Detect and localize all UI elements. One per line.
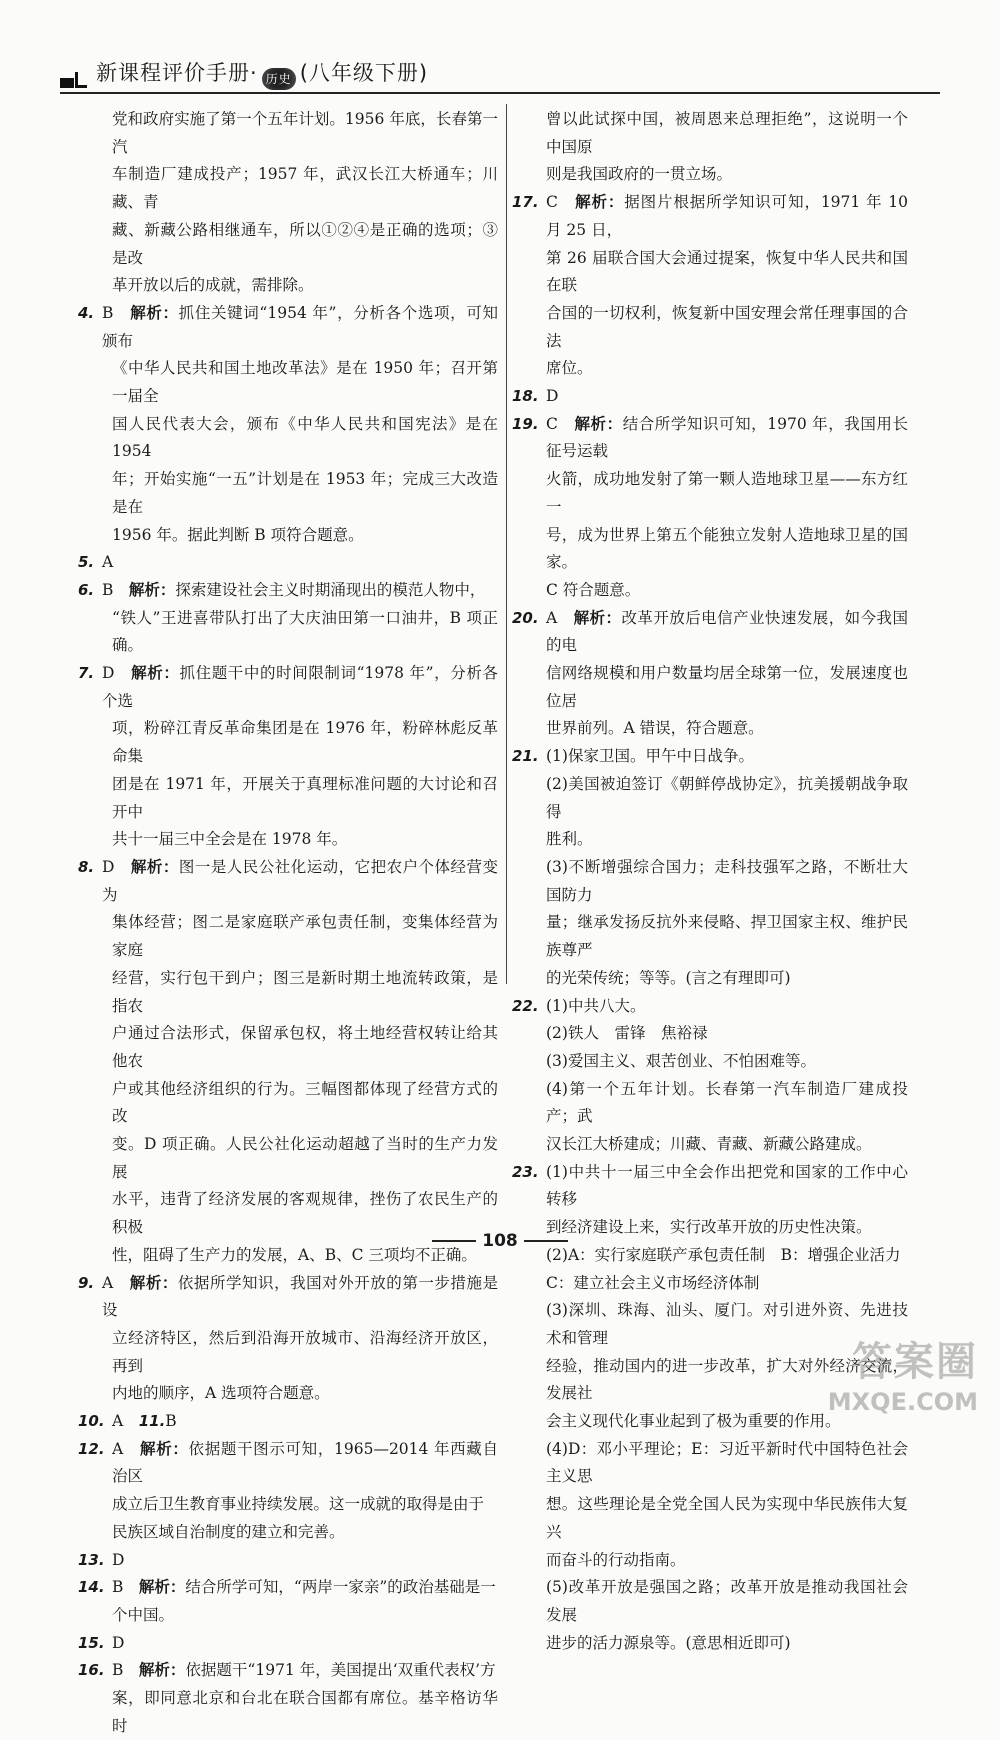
watermark (788, 1330, 978, 1425)
header-rule (60, 92, 940, 94)
header-title-pre: 新课程评价手册· (96, 61, 258, 85)
left-column (78, 106, 498, 1740)
answer-item-21: 21. (1)保家卫国。甲午中日战争。 (512, 747, 754, 766)
answer-item-17: 17. C 解析：据图片根据所学知识可知，1971 年 10 月 25 日， (512, 193, 908, 239)
header-title (96, 57, 428, 90)
answer-item-20: 20. A 解析：改革开放后电信产业快速发展，如今我国的电 (512, 608, 908, 655)
answer-item-9: 9. A 解析：依据所学知识，我国对外开放的第一步措施是设 (78, 1273, 498, 1320)
answer-item-23: 23. (1)中共十一届三中全会作出把党和国家的工作中心转移 (512, 1162, 908, 1209)
answer-item-19-cont: 火箭，成功地发射了第一颗人造地球卫星——东方红一 号，成为世界上第五个能独立发射人造地球卫星的国家。 C 符合题意。 (546, 470, 908, 599)
answer-item-21-subs: (2)美国被迫签订《朝鲜停战协定》，抗美援朝战争取得 胜利。 (3)不断增强综合国力；走科技强军之路，不断壮大国防力 量；继承发扬反抗外来侵略、捍卫国家主权、维护民族尊严 的光荣传统；等等。(言之有理即可) (546, 774, 908, 987)
answer-item-6: 6. B 解析：探索建设社会主义时期涌现出的模范人物中， (78, 580, 486, 599)
answer-item-19: 19. C 解析：结合所学知识可知，1970 年，我国用长征号运载 (512, 414, 908, 461)
answer-item-15: 15. D (78, 1633, 125, 1652)
answer-item-8-cont: 集体经营；图二是家庭联产承包责任制，变集体经营为家庭 经营，实行包干到户；图三是新时期土地流转政策，是指农 户通过合法形式，保留承包权，将土地经营权转让给其他农 户或其他经济组织的行为。三幅图都体现了经营方式的改 变。D 项正确。人民公社化运动超越了当时的生产力发展 水平，违背了经济发展的客观规律，挫伤了农民生产的积极 性，阻碍了生产力的发展，A、B、C 三项均不正确。 (112, 913, 498, 1264)
watermark-url: MXQE.COM (827, 1388, 978, 1416)
answer-item-10-11: 10. A 11.B (78, 1412, 177, 1431)
answer-item-5: 5. A (78, 553, 114, 572)
footer-ornament-right (524, 1240, 568, 1242)
subject-badge: 历史 (262, 68, 296, 90)
answer-item-17-cont: 第 26 届联合国大会通过提案，恢复中华人民共和国在联 合国的一切权利，恢复新中国安理会常任理事国的合法 席位。 (546, 248, 908, 378)
answer-item-20-cont: 信网络规模和用户数量均居全球第一位，发展速度也位居 世界前列。A 错误，符合题意。 (546, 664, 908, 738)
answer-item-16-cont: 案，即同意北京和台北在联合国都有席位。基辛格访华时 (112, 1689, 498, 1735)
footer-ornament-left (432, 1240, 476, 1242)
answer-item-13: 13. D (78, 1550, 125, 1569)
answer-item-14-cont: 个中国。 (112, 1605, 175, 1624)
answer-item-9-cont: 立经济特区，然后到沿海开放城市、沿海经济开放区，再到 内地的顺序，A 选项符合题意。 (112, 1328, 498, 1403)
q16-continuation: 曾以此试探中国，被周恩来总理拒绝”，这说明一个中国原 则是我国政府的一贯立场。 (546, 110, 908, 184)
answer-item-7-cont: 项，粉碎江青反革命集团是在 1976 年，粉碎林彪反革命集 团是在 1971 年，开展关于真理标准问题的大讨论和召开中 共十一届三中全会是在 1978 年。 (112, 719, 498, 849)
answer-item-4-cont: 《中华人民共和国土地改革法》是在 1950 年；召开第一届全 国人民代表大会，颁布《中华人民共和国宪法》是在 1954 年；开始实施“一五”计划是在 1953 年；完成三大改造是在 1956 年。据此判断 B 项符合题意。 (112, 359, 498, 544)
q3-continuation: 党和政府实施了第一个五年计划。1956 年底，长春第一汽 车制造厂建成投产；1957 年，武汉长江大桥通车；川藏、青 藏、新藏公路相继通车，所以①②④是正确的选项；③是改 革开放以后的成就，需排除。 (112, 110, 498, 295)
answer-item-16: 16. B 解析：依据题干“1971 年，美国提出‘双重代表权’方 (78, 1661, 496, 1680)
answer-item-6-cont: “铁人”王进喜带队打出了大庆油田第一口油井，B 项正确。 (112, 608, 498, 655)
header-title-post: (八年级下册) (299, 61, 429, 85)
page-footer (0, 1230, 1000, 1251)
answer-item-23-subs: 到经济建设上来，实行改革开放的历史性决策。 (2)A：实行家庭联产承包责任制 B：增强企业活力 C：建立社会主义市场经济体制 (3)深圳、珠海、汕头、厦门。对引进外资、先进技术和管理 经验，推动国内的进一步改革，扩大对外经济交流，发展社 会主义现代化事业起到了极为重要的作用。 (4)D：邓小平理论；E：习近平新时代中国特色社会主义思 想。这些理论是全党全国人民为实现中华民族伟大复兴 而奋斗的行动指南。 (5)改革开放是强国之路；改革开放是推动我国社会发展 进步的活力源泉等。(意思相近即可) (546, 1218, 908, 1652)
page-header (60, 60, 940, 90)
answer-item-22-subs: (2)铁人 雷锋 焦裕禄 (3)爱国主义、艰苦创业、不怕困难等。 (4)第一个五年计划。长春第一汽车制造厂建成投产；武 汉长江大桥建成；川藏、青藏、新藏公路建成。 (546, 1024, 908, 1154)
answer-item-22: 22. (1)中共八大。 (512, 996, 646, 1015)
answer-item-12: 12. A 解析：依据题干图示可知，1965—2014 年西藏自治区 (78, 1439, 498, 1486)
answer-item-12-cont: 成立后卫生教育事业持续发展。这一成就的取得是由于 民族区域自治制度的建立和完善。 (112, 1495, 485, 1541)
answer-item-8: 8. D 解析：图一是人民公社化运动，它把农户个体经营变为 (78, 857, 498, 904)
page-number: 108 (482, 1230, 518, 1251)
column-divider (506, 104, 507, 984)
answer-item-7: 7. D 解析：抓住题干中的时间限制词“1978 年”，分析各个选 (78, 664, 498, 710)
watermark-logo-text: 答案圈 (852, 1339, 978, 1385)
answer-item-14: 14. B 解析：结合所学可知，“两岸一家亲”的政治基础是一 (78, 1578, 496, 1597)
logo-icon (60, 68, 90, 90)
answer-item-18: 18. D (512, 387, 559, 406)
answer-item-4: 4. B 解析：抓住关键词“1954 年”，分析各个选项，可知颁布 (78, 303, 498, 350)
